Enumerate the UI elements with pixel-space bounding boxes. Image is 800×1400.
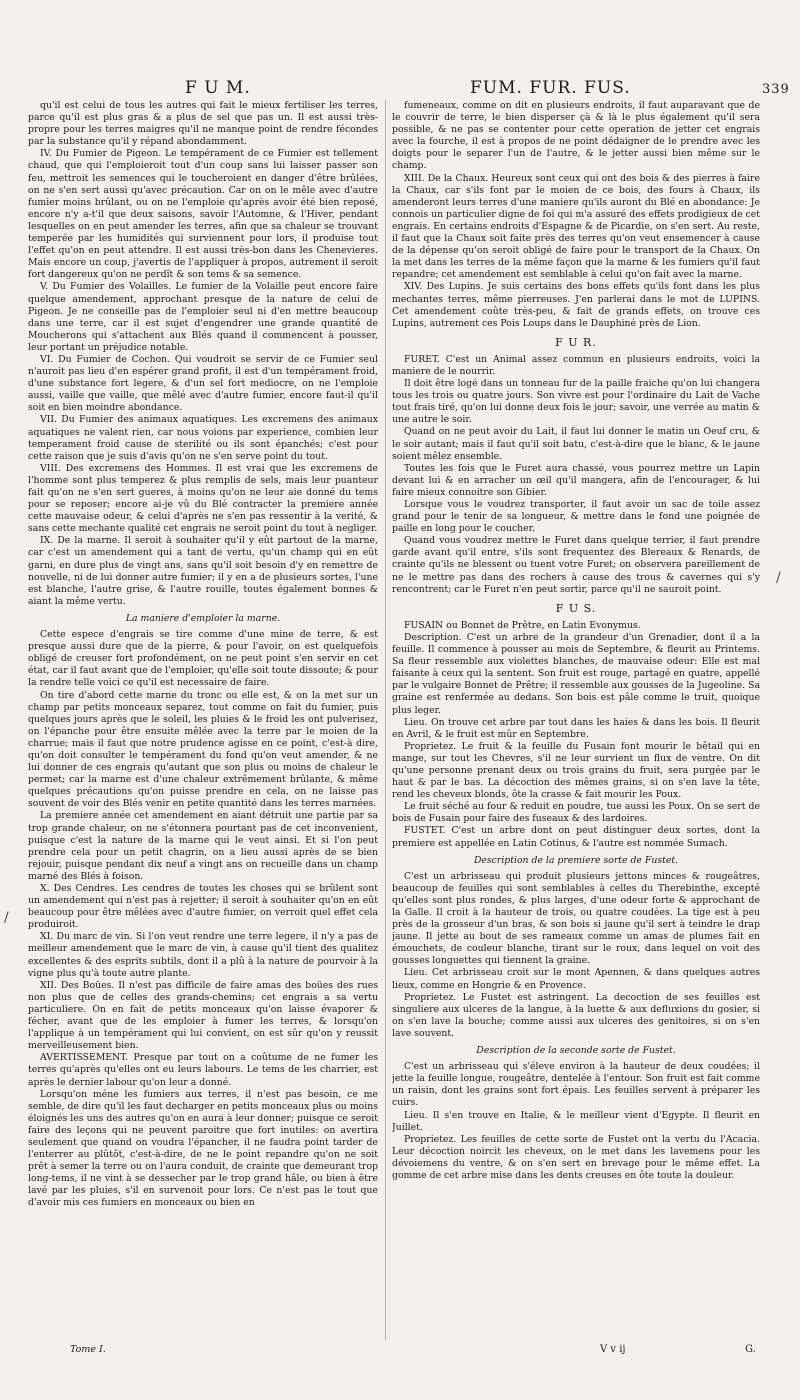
paragraph: Description. C'est un arbre de la grandeur d'un Grenadier, dont il a la feuille. Il commence à pousser au mois de Septembre, & fleurit au Printems. Sa fleur ressemble aux violettes blanches, de mauvaise odeur: Elle est mal faisante à ceux qui la sentent. Son fruit est rouge, partagé en quatre, appellé par le vulgaire Bonnet de Prêtre; il ressemble aux gousses de la Jugeoline. Sa graine est renfermée au dedans. Son bois est pâle comme le truit, quoique plus leger. <box>392 631 760 716</box>
section-title-fus: F U S. <box>555 601 597 615</box>
paragraph: Le fruit séché au four & reduit en poudre, tue aussi les Poux. On se sert de bois de Fusain pour faire des fuseaux & des lardoires. <box>392 801 760 825</box>
fustet-subtitle-2: Description de la seconde sorte de Fustet. <box>476 1045 676 1057</box>
paragraph: Proprietez. Les feuilles de cette sorte de Fustet ont la vertu du l'Acacia. Leur décoction noircit les cheveux, on le met dans les lavemens pour les dévoiemens du ventre, & on s'en sert en brevage pour le même effet. La gomme de cet arbre mise dans les dents creuses en ôte toute la douleur. <box>392 1133 760 1181</box>
paragraph: AVERTISSEMENT. Presque par tout on a coûtume de ne fumer les terres qu'après qu'elles ont eu leurs labours. Le tems de les charrier, est après le dernier labour qu'on leur a donné. <box>28 1052 378 1088</box>
paragraph: Proprietez. Le Fustet est astringent. La decoction de ses feuilles est singuliere aux ulceres de la langue, à la luette & aux defluxions du gosier, si on s'en lave la bouche; comme aussi aux ulceres des genitoires, si on s'en lave souvent. <box>392 991 760 1039</box>
paragraph: FUSTET. C'est un arbre dont on peut distinguer deux sortes, dont la premiere est appellée en Latin Cotinus, & l'autre est nommée Sumach. <box>392 825 760 849</box>
fustet-subtitle-1: Description de la premiere sorte de Fustet. <box>473 854 679 866</box>
paragraph: V. Du Fumier des Volailles. Le fumier de la Volaille peut encore faire quelque amendement, approchant presque de la nature de celui de Pigeon. Je ne conseille pas de l'emploier seul ni d'en mettre beaucoup dans une terre, car il est sujet d'engendrer une grande quantité de Moucherons qui s'attachent aux Blés quand il commencent à pousser, leur portant un préjudice notable. <box>28 281 378 353</box>
paragraph: qu'il est celui de tous les autres qui fait le mieux fertiliser les terres, parce qu'il est plus gras & a plus de sel que pas un. Il est aussi très-propre pour les terres maigres qu'il ne manque point de rendre fécondes par la substance qu'il y répand abondamment. <box>28 100 378 148</box>
paragraph: C'est un arbrisseau qui s'éleve environ à la hauteur de deux coudées; il jette la feuille longue, rougeâtre, dentelée à l'entour. Son fruit est fait comme un raisin, dont les grains sont fort épais. Les feuilles servent à préparer les cuirs. <box>392 1061 760 1109</box>
paragraph: VI. Du Fumier de Cochon. Qui voudroit se servir de ce Fumier seul n'auroit pas lieu d'en espérer grand profit, il est d'un tempérament froid, d'une substance fort legere, & d'un sel fort mediocre, on ne l'emploie aussi, vaille que vaille, que mêlé avec d'autre fumier, encore faut-il qu'il soit en bien moindre abondance. <box>28 353 378 414</box>
fustet-paragraphs-1 <box>392 871 760 1040</box>
running-head-left: F U M. <box>185 78 251 98</box>
paragraph: La premiere année cet amendement en aiant détruit une partie par sa trop grande chaleur, on ne s'étonnera pourtant pas de cet inconvenient, puisque c'est la nature de la marne qui le veut ainsi. Et si l'on peut prendre cela pour un petit chagrin, on a lieu aussi après de se bien rejouir, puisque pendant dix neuf a vingt ans on recueille dans un champ marné des Blés à foison. <box>28 810 378 882</box>
paragraph: Lorsqu'on méne les fumiers aux terres, il n'est pas besoin, ce me semble, de dire qu'il les faut decharger en petits monceaux plus ou moins éloignés les uns des autres qu'on en aura à leur donner; puisque ce seroit faire des leçons qui ne peuvent paroitre que fort inutiles: on avertira seulement que quand on voudra l'épancher, il ne faudra point tarder de l'enterrer au plûtôt, c'est-à-dire, de ne le point repandre qu'on ne soit prêt à semer la terre ou on l'aura conduit, de crainte que demeurant trop long-tems, il ne vint à se dessecher par le trop grand hâle, ou bien à être lavé par les pluies, s'il en survenoit pour lors. Ce n'est pas le tout que d'avoir mis ces fumiers en monceaux ou bien en <box>28 1088 378 1209</box>
left-paragraphs-2 <box>28 629 378 1210</box>
marne-subtitle: La maniere d'emploier la marne. <box>125 612 281 624</box>
running-head-right: FUM. FUR. FUS. <box>470 78 631 98</box>
margin-mark-left: / <box>4 910 9 926</box>
paragraph: Quand on ne peut avoir du Lait, il faut lui donner le matin un Oeuf cru, & le soir autant; mais il faut qu'il soit batu, c'est-à-dire que le blanc, & le jaune soient mêlez ensemble. <box>392 426 760 462</box>
paragraph: XIV. Des Lupins. Je suis certains des bons effets qu'ils font dans les plus mechantes terres, même pierreuses. J'en parlerai dans le mot de LUPINS. Cet amendement coûte très-peu, & fait de grands effets, on trouve ces Lupins, autrement ces Pois Loups dans le Dauphiné près de Lion. <box>392 281 760 329</box>
paragraph: XIII. De la Chaux. Heureux sont ceux qui ont des bois & des pierres à faire la Chaux, car s'ils font par le moien de ce bois, des fours à Chaux, ils amenderont leurs terres d'une maniere qu'ils auront du Blé en abondance: Je connois un particulier digne de foi qui m'a assuré des effets prodigieux de cet engrais. En certains endroits d'Espagne & de Picardie, on s'en sert. Au reste, il faut que la Chaux soit faite près des terres qu'on veut ensemencer à cause de la dépense qu'on seroit obligé de faire pour le transport de la Chaux. On la met dans les terres de la même façon que la marne & les fumiers qu'il faut repandre; cet amendement est semblable à celui qu'on fait avec la marne. <box>392 172 760 281</box>
left-column <box>28 100 378 1340</box>
right-column <box>392 100 760 1340</box>
paragraph: Proprietez. Le fruit & la feuille du Fusain font mourir le bêtail qui en mange, sur tout les Chevres, s'il ne leur survient un flux de ventre. On dit qu'une personne prenant deux ou trois grains du fruit, sera purgée par le haut & par le bas. La décoction des mêmes grains, si on s'en lave la tête, rend les cheveux blonds, ôte la crasse & fait mourir les Poux. <box>392 740 760 801</box>
paragraph: C'est un arbrisseau qui produit plusieurs jettons minces & rougeâtres, beaucoup de feuilles qui sont semblables à celles du Therebinthe, excepté qu'elles sont plus rondes, & plus larges, d'une odeur forte & approchant de la Galle. Il croit à la hauteur de trois, ou quatre coudées. La tige est à peu près de la grosseur d'un bras, & son bois si jaune qu'il sert à teindre le drap jaune. Il jette au bout de ses rameaux comme un amas de plumes fait en émouchets, de couleur blanche, tirant sur le roux, dans lequel on voit des gousses longuettes qui tiennent la graine. <box>392 870 760 967</box>
paragraph: IX. De la marne. Il seroit à souhaiter qu'il y eût partout de la marne, car c'est un amendement qui a tant de vertu, qu'un champ qui en eût garni, en dure plus de vingt ans, sans qu'il soit besoin d'y en remettre de nouvelle, ni de lui donner autre fumier; il y en a de plusieurs sortes, l'une est blanche, l'autre grise, & l'autre rouille, toutes également bonnes & aiant la même vertu. <box>28 535 378 607</box>
paragraph: Cette espece d'engrais se tire comme d'une mine de terre, & est presque aussi dure que de la pierre, & pour l'avoir, on est quelquefois obligé de creuser fort profondément, on ne peut point s'en servir en cet état, car il faut avant que de l'emploier, qu'elle soit toute dissoute; & pour la rendre telle voici ce qu'il est necessaire de faire. <box>28 629 378 689</box>
paragraph: Lieu. Il s'en trouve en Italie, & le meilleur vient d'Egypte. Il fleurit en Juillet. <box>392 1109 760 1133</box>
paragraph: FUSAIN ou Bonnet de Prêtre, en Latin Evonymus. <box>404 619 641 631</box>
paragraph: VIII. Des excremens des Hommes. Il est vrai que les excremens de l'homme sont plus temperez & plus remplis de sels, mais leur puanteur fait qu'on ne s'en sert gueres, à moins qu'on ne leur aie donné du tems pour se reposer; encore ai-je vû du Blé contracter la premiere année cette mauvaise odeur, & celui d'après ne s'en pas ressentir à la verité, & sans cette mechante qualité cet engrais ne seroit point du tout à negliger. <box>28 462 378 535</box>
footer-signature: V v ij <box>600 1344 626 1355</box>
paragraph: FURET. C'est un Animal assez commun en plusieurs endroits, voici la maniere de le nourrir. <box>392 353 760 377</box>
page-number: 339 <box>762 82 790 97</box>
paragraph: Lorsque vous le voudrez transporter, il faut avoir un sac de toile assez grand pour le tenir de sa longueur, & mettre dans le fond une poignée de paille en long pour le coucher. <box>392 499 760 535</box>
paragraph: Il doit être logé dans un tonneau fur de la paille fraiche qu'on lui changera tous les trois ou quatre jours. Son vivre est pour l'ordinaire du Lait de Vache tout frais tiré, qu'on lui donne deux fois le jour; savoir, une verrée au matin & une autre le soir. <box>392 378 760 426</box>
paragraph: Toutes les fois que le Furet aura chassé, vous pourrez mettre un Lapin devant lui & en arracher un œil qu'il mangera, afin de l'encourager, & lui faire mieux connoitre son Gibier. <box>392 462 760 498</box>
paragraph: VII. Du Fumier des animaux aquatiques. Les excremens des animaux aquatiques ne valent rien, car nous voions par experience, combien leur temperament froid cause de sterilité ou ils sont épanchés; c'est pour cette raison que je suis d'avis qu'on ne s'en serve point du tout. <box>28 414 378 462</box>
right-paragraphs <box>392 100 760 330</box>
paragraph: Lieu. On trouve cet arbre par tout dans les haies & dans les bois. Il fleurit en Avril, & le fruit est mûr en Septembre. <box>392 716 760 740</box>
paragraph: XI. Du marc de vin. Si l'on veut rendre une terre legere, il n'y a pas de meilleur amendement que le marc de vin, à cause qu'il tient des qualitez excellentes & des esprits subtils, dont il a plû à la nature de pourvoir à la vigne plus qu'à toute autre plante. <box>28 931 378 979</box>
section-title-fur: F U R. <box>555 335 597 349</box>
paragraph: IV. Du Fumier de Pigeon. Le tempérament de ce Fumier est tellement chaud, que qui l'emploieroit tout d'un coup sans lui laisser passer son feu, mettroit les semences qui le toucheroient en danger d'être brûlées, on ne s'en sert aussi qu'avec précaution. Car on on le mêle avec d'autre fumier moins brûlant, ou on ne l'emploie qu'après avoir été bien reposé, encore n'y a-t'il que deux saisons, savoir l'Automne, & l'Hiver, pendant lesquelles on en peut amender les terres, afin que sa chaleur se trouvant temperée par les humidités qui surviennent pour lors, il produise tout l'effet qu'on en peut attendre. Il est aussi très-bon dans les Chenevieres. Mais encore un coup, j'avertis de l'appliquer à propos, autrement il seroit fort dangereux qu'on ne perdît & son tems & sa semence. <box>28 148 378 281</box>
left-paragraphs <box>28 100 378 608</box>
footer-letter: G. <box>745 1344 756 1355</box>
fus-paragraphs <box>392 620 760 850</box>
paragraph: Quand vous voudrez mettre le Furet dans quelque terrier, il faut prendre garde avant qu'il entre, s'ils sont frequentez des Blereaux & Renards, de crainte qu'ils ne blessent ou tuent votre Furet; on observera pareillement de ne le mettre pas dans des rochers à cause des trous & cavernes qui s'y rencontrent; car le Furet n'en peut sortir, parce qu'il ne sauroit point. <box>392 535 760 595</box>
paragraph: X. Des Cendres. Les cendres de toutes les choses qui se brûlent sont un amendement qui n'est pas à rejetter; il seroit à souhaiter qu'on en eût beaucoup pour être mêlées avec d'autre fumier, on verroit quel effet cela produiroit. <box>28 883 378 931</box>
paragraph: fumeneaux, comme on dit en plusieurs endroits, il faut auparavant que de le couvrir de terre, le bien disperser çà & là le plus également qu'il sera possible, & ne pas se contenter pour cette operation de jetter cet engrais avec la fourche, il est à propos de ne point dédaigner de le prendre avec les doigts pour le separer l'un de l'autre, & le jetter aussi bien même sur le champ. <box>392 100 760 172</box>
fur-paragraphs <box>392 354 760 596</box>
paragraph: On tire d'abord cette marne du tronc ou elle est, & on la met sur un champ par petits monceaux separez, tout comme on fait du fumier, puis quelques jours après que le soleil, les pluies & le froid les ont pulverisez, on l'épanche pour être ensuite mêlée avec la terre par le moien de la charrue; mais il faut que notre prudence agisse en ce point, c'est-à dire, qu'on doit consulter le tempérament du fond qu'on veut amender, & ne lui donner de ces engrais qu'autant que son plus ou moins de chaleur le permet; car la marne est d'une chaleur extrêmement brûlante, & même quelques précautions qu'on puisse prendre en cela, on ne laisse pas souvent de voir des Blés venir en petite quantité dans les terres marnées. <box>28 689 378 810</box>
fustet-paragraphs-2 <box>392 1061 760 1182</box>
footer-volume: Tome I. <box>70 1344 106 1355</box>
paragraph: Lieu. Cet arbrisseau croit sur le mont Apennen, & dans quelques autres lieux, comme en Hongrie & en Provence. <box>392 967 760 991</box>
margin-mark-right: / <box>776 570 781 586</box>
paragraph: XII. Des Boües. Il n'est pas difficile de faire amas des boües des rues non plus que de celles des grands-chemins; cet engrais a sa vertu particuliere. On en fait de petits monceaux qu'on laisse évaporer & fécher, avant que de les emploier à fumer les terres, & lorsqu'on l'applique à un tempérament qui lui convient, on est sûr qu'on y reussit merveilleusement bien. <box>28 979 378 1052</box>
column-divider <box>385 100 386 1340</box>
